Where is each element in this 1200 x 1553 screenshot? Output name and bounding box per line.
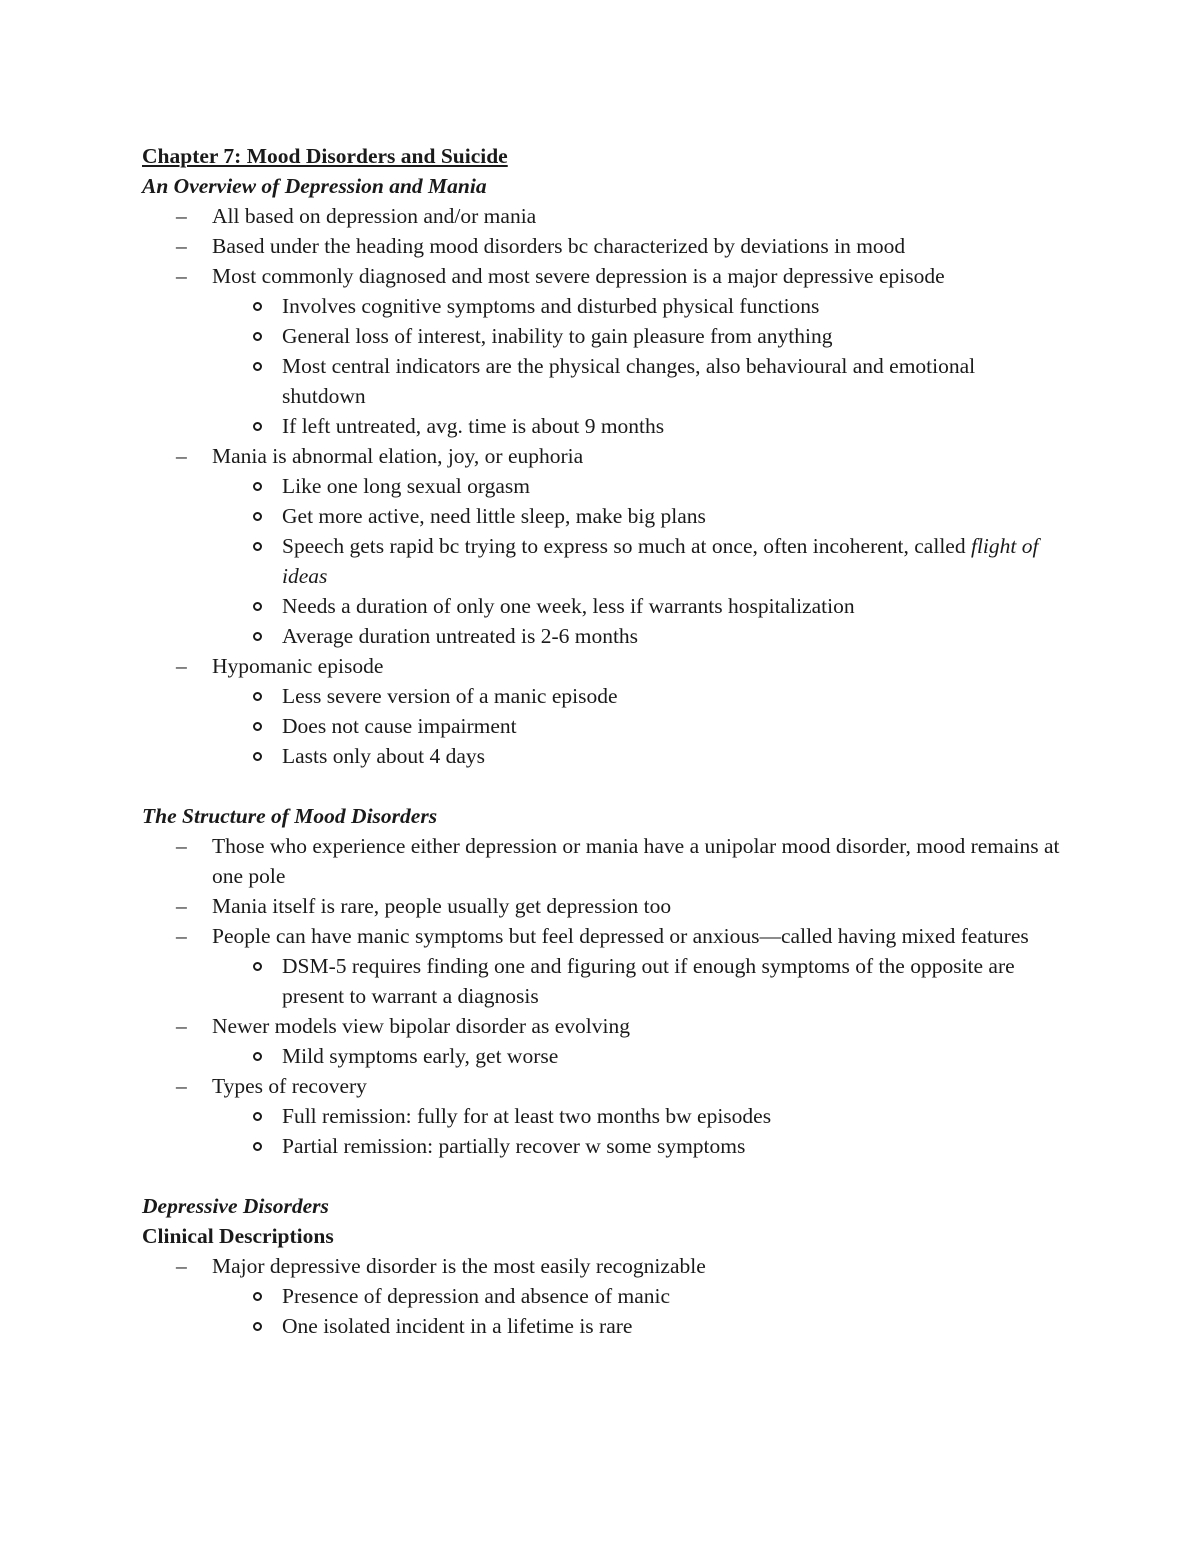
sub-list-item: Mild symptoms early, get worse [142, 1041, 1062, 1071]
sub-list-item: DSM-5 requires finding one and figuring out if enough symptoms of the opposite are present to warrant a diagnosis [142, 951, 1062, 1011]
sub-list-item: Most central indicators are the physical changes, also behavioural and emotional shutdown [142, 351, 1062, 411]
sub-list-item: Involves cognitive symptoms and disturbed physical functions [142, 291, 1062, 321]
sub-list-item: Get more active, need little sleep, make big plans [142, 501, 1062, 531]
section-spacer [142, 1161, 1062, 1191]
sub-list-item: Average duration untreated is 2-6 months [142, 621, 1062, 651]
list-item: – Mania itself is rare, people usually get depression too [142, 891, 1062, 921]
sub-list-item: Like one long sexual orgasm [142, 471, 1062, 501]
list-item: – Hypomanic episode [142, 651, 1062, 681]
sub-list-item: If left untreated, avg. time is about 9 months [142, 411, 1062, 441]
sub-list-item: Less severe version of a manic episode [142, 681, 1062, 711]
list-item: – Those who experience either depression or mania have a unipolar mood disorder, mood remains at one pole [142, 831, 1062, 891]
subsection-heading-clinical: Clinical Descriptions [142, 1224, 334, 1248]
sub-list-item: Partial remission: partially recover w some symptoms [142, 1131, 1062, 1161]
sub-list-item: Full remission: fully for at least two months bw episodes [142, 1101, 1062, 1131]
sub-list-item: Lasts only about 4 days [142, 741, 1062, 771]
section-spacer [142, 771, 1062, 801]
sub-list-item [142, 531, 1062, 591]
list-item: – Major depressive disorder is the most easily recognizable [142, 1251, 1062, 1281]
list-item: – Based under the heading mood disorders bc characterized by deviations in mood [142, 231, 1062, 261]
sub-list-item-text: Speech gets rapid bc trying to express so much at once, often incoherent, called [282, 534, 971, 558]
sub-list-item: Does not cause impairment [142, 711, 1062, 741]
list-item: – All based on depression and/or mania [142, 201, 1062, 231]
sub-list-item: General loss of interest, inability to gain pleasure from anything [142, 321, 1062, 351]
section-heading-overview: An Overview of Depression and Mania [142, 174, 487, 198]
list-item: – Types of recovery [142, 1071, 1062, 1101]
sub-list-item: Presence of depression and absence of manic [142, 1281, 1062, 1311]
chapter-title: Chapter 7: Mood Disorders and Suicide [142, 144, 508, 168]
section-heading-depressive: Depressive Disorders [142, 1194, 329, 1218]
list-item: – Mania is abnormal elation, joy, or euphoria [142, 441, 1062, 471]
sub-list-item: One isolated incident in a lifetime is rare [142, 1311, 1062, 1341]
list-item: – Most commonly diagnosed and most severe depression is a major depressive episode [142, 261, 1062, 291]
section-heading-structure: The Structure of Mood Disorders [142, 804, 438, 828]
sub-list-item: Needs a duration of only one week, less if warrants hospitalization [142, 591, 1062, 621]
list-item: – Newer models view bipolar disorder as evolving [142, 1011, 1062, 1041]
document-body [142, 141, 1062, 1341]
list-item: – People can have manic symptoms but feel depressed or anxious—called having mixed features [142, 921, 1062, 951]
emphasis-term: flight of ideas [282, 534, 1039, 588]
